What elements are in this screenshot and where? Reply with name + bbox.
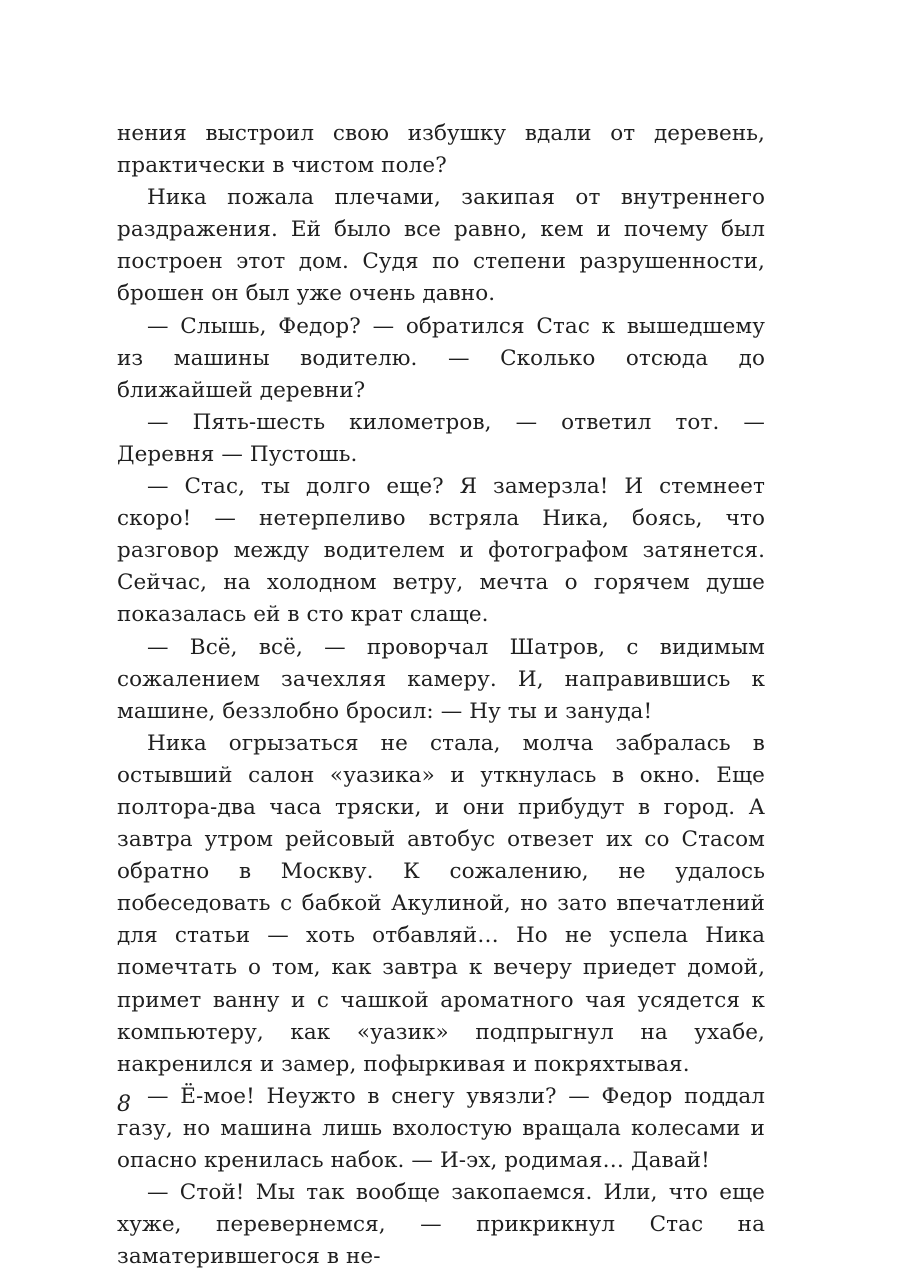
paragraph-5: — Стас, ты долго еще? Я замерзла! И стемнеет скоро! — нетерпеливо встряла Ника, боясь, что разговор между водителем и фотографом затянется. Сейчас, на холодном ветру, мечта о горячем душе показалась ей в сто крат слаще. xyxy=(117,474,765,628)
page-number: 8 xyxy=(117,1092,131,1117)
paragraph-2: Ника пожала плечами, закипая от внутреннего раздражения. Ей было все равно, кем и почему был построен этот дом. Судя по степени разрушенности, брошен он был уже очень давно. xyxy=(117,185,765,307)
paragraph-1: нения выстроил свою избушку вдали от деревень, практически в чистом поле? xyxy=(117,121,765,179)
paragraph-9: — Стой! Мы так вообще закопаемся. Или, что еще хуже, перевернемся, — прикрикнул Стас на заматерившегося в не- xyxy=(117,1180,765,1270)
paragraph-4: — Пять-шесть километров, — ответил тот. — Деревня — Пустошь. xyxy=(117,409,765,467)
paragraph-7: Ника огрызаться не стала, молча забралась в остывший салон «уазика» и уткнулась в окно. Еще полтора-два часа тряски, и они прибудут в город. А завтра утром рейсовый автобус отвезет их со Стасом обратно в Москву. К сожалению, не удалось побеседовать с бабкой Акулиной, но зато впечатлений для статьи — хоть отбавляй… Но не успела Ника помечтать о том, как завтра к вечеру приедет домой, примет ванну и с чашкой ароматного чая усядется к компьютеру, как «уазик» подпрыгнул на ухабе, накренился и замер, пофыркивая и покряхтывая. xyxy=(117,730,765,1077)
paragraph-8: — Ё-мое! Неужто в снегу увязли? — Федор поддал газу, но машина лишь вхолостую вращала колесами и опасно кренилась набок. — И-эх, родимая… Давай! xyxy=(117,1083,765,1173)
paragraph-6: — Всё, всё, — проворчал Шатров, с видимым сожалением зачехляя камеру. И, направившись к машине, беззлобно бросил: — Ну ты и зануда! xyxy=(117,634,765,724)
body-text xyxy=(117,118,765,1273)
paragraph-3: — Слышь, Федор? — обратился Стас к вышедшему из машины водителю. — Сколько отсюда до ближайшей деревни? xyxy=(117,313,765,403)
